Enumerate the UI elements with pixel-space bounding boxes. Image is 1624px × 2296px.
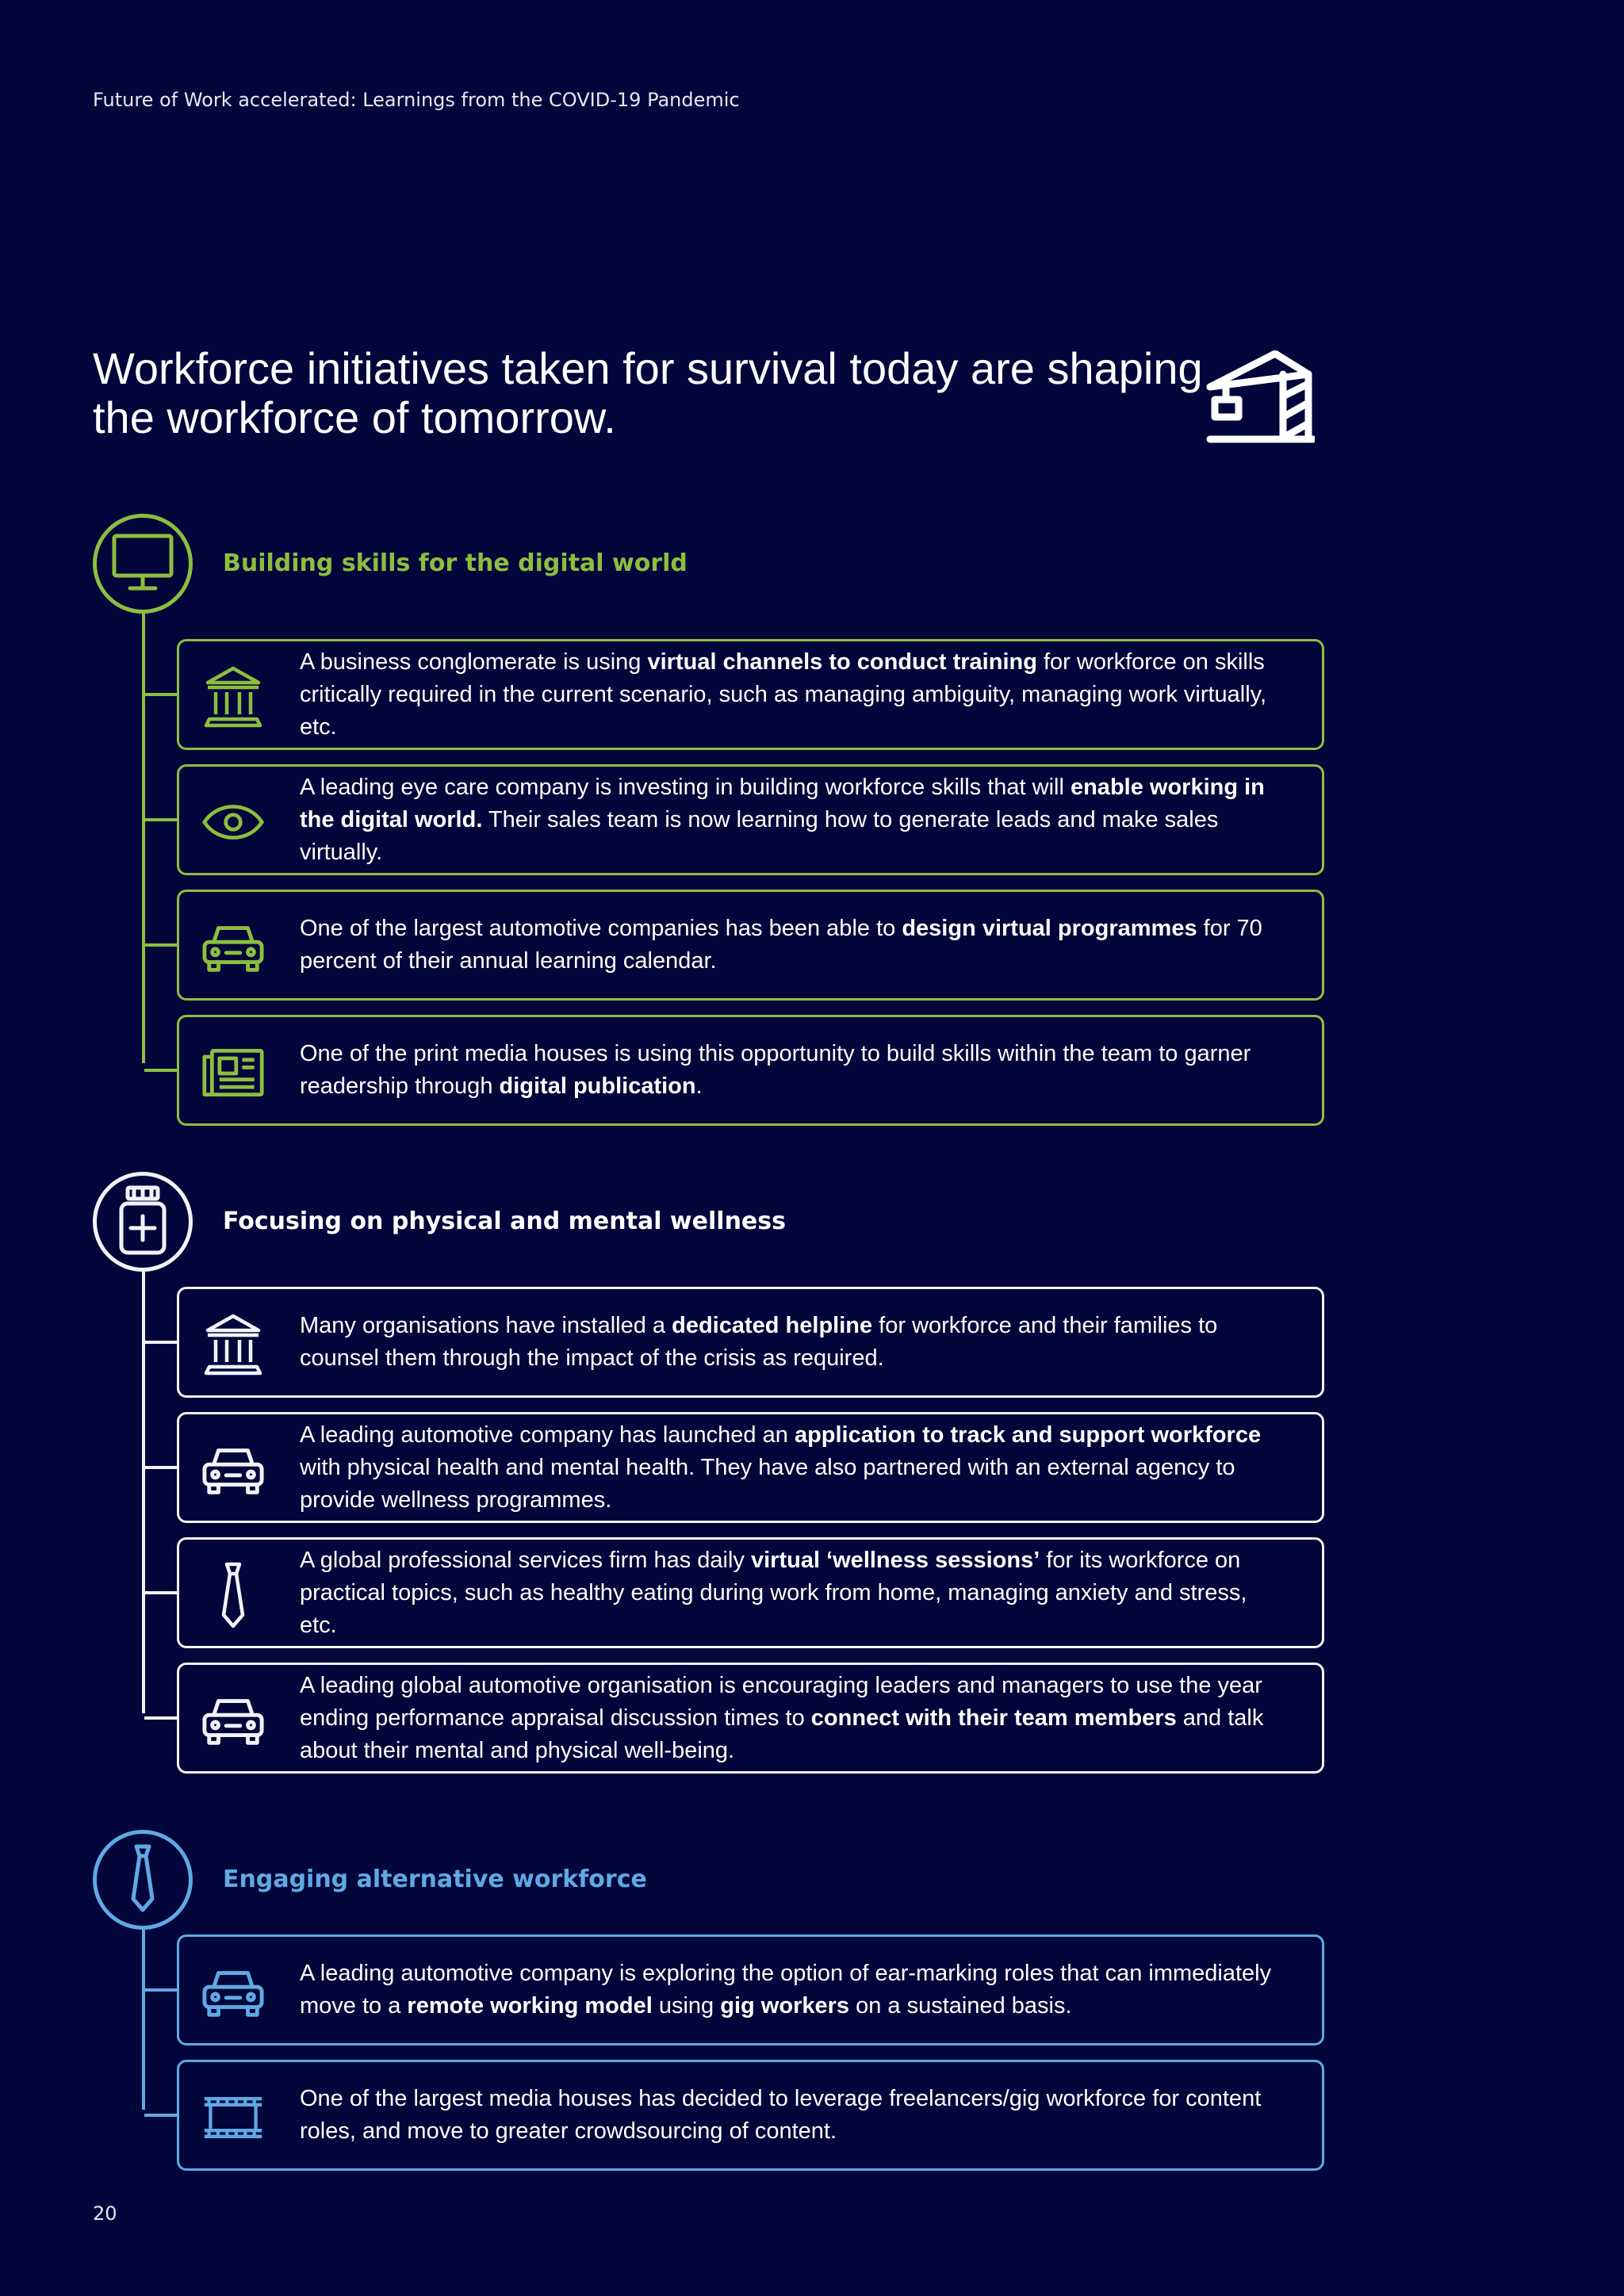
film-strip-icon bbox=[201, 2086, 265, 2149]
emphasis: application to track and support workforce bbox=[794, 1422, 1262, 1448]
initiative-card bbox=[177, 1412, 1324, 1523]
card-text: A leading global automotive organisation is encouraging leaders and managers to use the year ending performance appraisal discussion times to connect with their team members and talk about their mental and physical well-being. bbox=[300, 1672, 1264, 1763]
emphasis: remote working model bbox=[407, 1993, 653, 2019]
tie-icon bbox=[127, 1843, 159, 1916]
section-wellness bbox=[93, 1172, 1326, 1790]
page-number: 20 bbox=[93, 2202, 117, 2225]
card-text: Many organisations have installed a dedicated helpline for workforce and their families to counsel them through the impact of the crisis as required. bbox=[300, 1313, 1218, 1371]
tree-line bbox=[142, 1930, 145, 2110]
initiative-card bbox=[177, 1537, 1324, 1648]
initiative-card bbox=[177, 2060, 1324, 2171]
building-icon bbox=[201, 665, 265, 729]
tree-connector bbox=[144, 1988, 179, 1992]
tree-connector bbox=[144, 2114, 179, 2117]
tree-connector bbox=[144, 818, 179, 821]
page-title: Workforce initiatives taken for survival today are shaping the workforce of tomorrow. bbox=[93, 343, 1203, 442]
tree-connector bbox=[144, 693, 179, 696]
emphasis: virtual channels to conduct training bbox=[647, 649, 1037, 675]
initiative-card bbox=[177, 764, 1324, 875]
card-text: One of the largest automotive companies has been able to design virtual programmes for 70 percent of their annual learning calendar. bbox=[300, 916, 1262, 974]
section-title: Building skills for the digital world bbox=[223, 549, 688, 577]
emphasis: connect with their team members bbox=[810, 1705, 1177, 1731]
tree-connector bbox=[144, 1341, 179, 1344]
emphasis: dedicated helpline bbox=[672, 1313, 873, 1338]
emphasis: gig workers bbox=[720, 1993, 850, 2019]
car-icon bbox=[201, 1961, 265, 2024]
card-text: A leading automotive company has launched an application to track and support workforce with physical health and mental health. They have also partnered with an external agency to provide wellness programmes. bbox=[300, 1422, 1262, 1513]
section-digital-skills bbox=[93, 514, 1326, 1132]
crane-icon bbox=[1204, 350, 1315, 449]
card-text: A global professional services firm has daily virtual ‘wellness sessions’ for its workforce on practical topics, such as healthy eating during work from home, managing anxiety and stress, etc. bbox=[300, 1547, 1247, 1638]
emphasis: virtual ‘wellness sessions’ bbox=[750, 1547, 1040, 1573]
initiative-card bbox=[177, 1663, 1324, 1774]
building-icon bbox=[201, 1313, 265, 1376]
section-alternative-workforce bbox=[93, 1830, 1326, 2179]
section-icon-circle bbox=[93, 514, 193, 614]
initiative-card bbox=[177, 1934, 1324, 2045]
tree-connector bbox=[144, 1716, 179, 1720]
running-header: Future of Work accelerated: Learnings from the COVID-19 Pandemic bbox=[93, 89, 740, 111]
tree-connector bbox=[144, 943, 179, 947]
tree-connector bbox=[144, 1069, 179, 1072]
emphasis: design virtual programmes bbox=[902, 916, 1197, 941]
initiative-card bbox=[177, 1015, 1324, 1126]
car-icon bbox=[201, 916, 265, 979]
section-title: Engaging alternative workforce bbox=[223, 1866, 647, 1893]
card-text: A business conglomerate is using virtual channels to conduct training for workforce on skills critically required in the current scenario, such as managing ambiguity, managing work virtually, etc. bbox=[300, 649, 1267, 740]
emphasis: enable working in the digital world. bbox=[300, 774, 1265, 832]
eye-icon bbox=[201, 790, 265, 854]
card-text: One of the print media houses is using this opportunity to build skills within the team to garner readership through digital publication. bbox=[300, 1041, 1251, 1099]
newspaper-icon bbox=[201, 1041, 265, 1104]
tree-connector bbox=[144, 1591, 179, 1594]
tree-connector bbox=[144, 1466, 179, 1469]
section-title: Focusing on physical and mental wellness bbox=[223, 1207, 786, 1235]
card-text: A leading eye care company is investing in building workforce skills that will enable working in the digital world. Their sales team is now learning how to generate leads and make sales virtually. bbox=[300, 774, 1265, 865]
section-icon-circle bbox=[93, 1830, 193, 1930]
emphasis: digital publication bbox=[499, 1073, 696, 1099]
card-text: One of the largest media houses has decided to leverage freelancers/gig workforce for content roles, and move to greater crowdsourcing of content. bbox=[300, 2086, 1262, 2144]
initiative-card bbox=[177, 1287, 1324, 1398]
tree-line bbox=[142, 614, 145, 1063]
car-icon bbox=[201, 1438, 265, 1502]
medicine-bottle-icon bbox=[117, 1184, 169, 1259]
section-icon-circle bbox=[93, 1172, 193, 1272]
monitor-icon bbox=[111, 533, 174, 595]
initiative-card bbox=[177, 890, 1324, 1001]
initiative-card bbox=[177, 639, 1324, 750]
tie-icon bbox=[201, 1563, 265, 1627]
tree-line bbox=[142, 1272, 145, 1713]
car-icon bbox=[201, 1689, 265, 1752]
card-text: A leading automotive company is exploring the option of ear-marking roles that can immediately move to a remote working model using gig workers on a sustained basis. bbox=[300, 1961, 1272, 2019]
